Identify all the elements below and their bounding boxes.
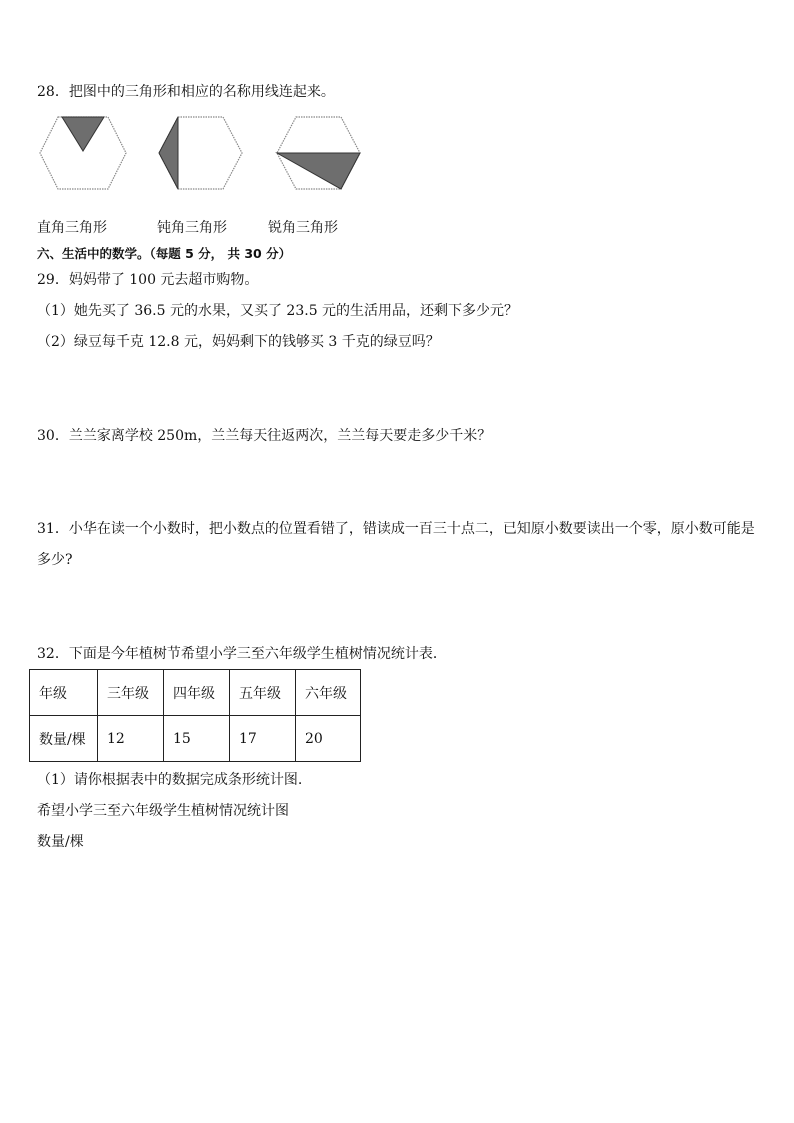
table-cell: 15 xyxy=(164,716,230,762)
table-header-row xyxy=(30,670,361,716)
table-cell: 20 xyxy=(296,716,361,762)
table-cell: 12 xyxy=(98,716,164,762)
question-31-line-1: 31．小华在读一个小数时，把小数点的位置看错了，错读成一百三十点二，已知原小数要读出一个零，原小数可能是 xyxy=(37,521,755,537)
question-30: 30．兰兰家离学校 250m，兰兰每天往返两次，兰兰每天要走多少千米？ xyxy=(37,428,492,444)
question-32-part-1: （1）请你根据表中的数据完成条形统计图. xyxy=(37,772,303,788)
hexagon-figure-2 xyxy=(156,115,246,191)
question-28: 28．把图中的三角形和相应的名称用线连起来。 xyxy=(37,84,335,100)
table-cell: 六年级 xyxy=(296,670,361,716)
table-cell: 年级 xyxy=(30,670,98,716)
hexagon-figure-3 xyxy=(274,115,364,191)
question-32: 32．下面是今年植树节希望小学三至六年级学生植树情况统计表． xyxy=(37,646,447,662)
question-29: 29．妈妈带了 100 元去超市购物。 xyxy=(37,272,259,288)
table-cell: 四年级 xyxy=(164,670,230,716)
hexagon-figure-1 xyxy=(38,115,128,191)
section-heading: 六、生活中的数学。（每题 5 分， 共 30 分） xyxy=(37,246,292,261)
table-cell: 五年级 xyxy=(230,670,296,716)
table-row xyxy=(30,716,361,762)
question-29-part-2: （2）绿豆每千克 12.8 元，妈妈剩下的钱够买 3 千克的绿豆吗？ xyxy=(37,334,440,350)
chart-title: 希望小学三至六年级学生植树情况统计图 xyxy=(37,803,289,819)
label-right-triangle: 直角三角形 xyxy=(37,220,107,236)
table-cell: 三年级 xyxy=(98,670,164,716)
label-obtuse-triangle: 钝角三角形 xyxy=(157,220,227,236)
question-31-line-2: 多少? xyxy=(37,552,73,568)
chart-y-axis-label: 数量/棵 xyxy=(37,834,84,850)
label-acute-triangle: 锐角三角形 xyxy=(268,220,338,236)
question-29-part-1: （1）她先买了 36.5 元的水果，又买了 23.5 元的生活用品，还剩下多少元？ xyxy=(37,303,519,319)
table-cell: 17 xyxy=(230,716,296,762)
table-cell: 数量/棵 xyxy=(30,716,98,762)
statistics-table xyxy=(29,669,361,762)
